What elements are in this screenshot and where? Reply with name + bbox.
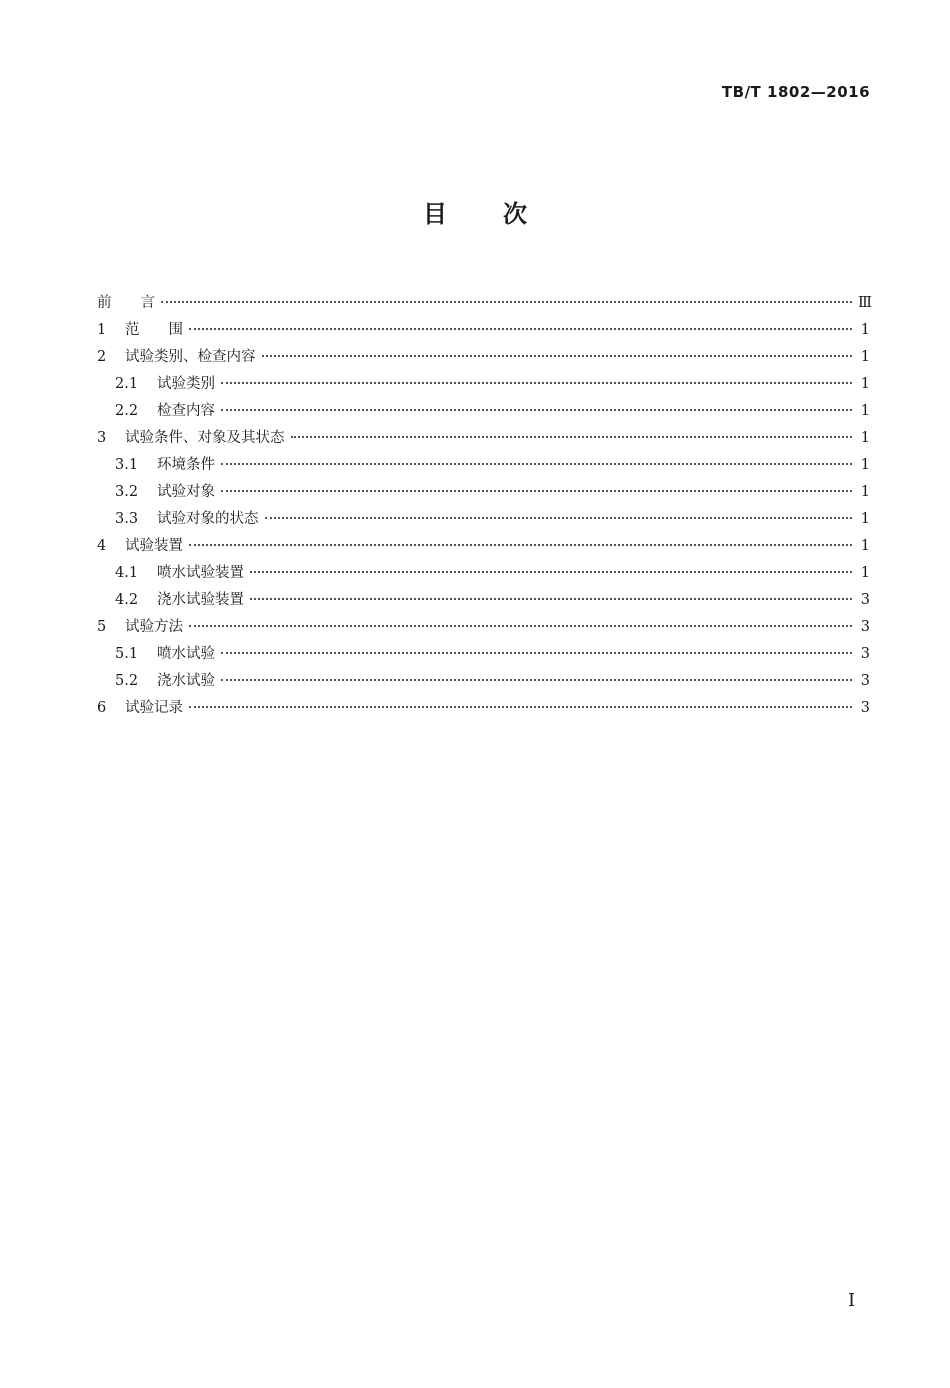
dot-leader <box>221 490 852 492</box>
dot-leader <box>189 706 852 708</box>
toc-entry-label: 试验方法 <box>125 619 183 635</box>
toc-entry-5[interactable] <box>97 614 870 641</box>
toc-entry-label: 范 围 <box>125 322 183 338</box>
toc-entry-label: 浇水试验装置 <box>157 592 244 608</box>
toc-entry-2-2[interactable] <box>97 398 870 425</box>
dot-leader <box>262 355 853 357</box>
toc-entry-number: 4.2 <box>115 592 139 608</box>
dot-leader <box>291 436 853 438</box>
page-title: 目次 <box>423 200 583 228</box>
toc-entry-number: 5.2 <box>115 673 139 689</box>
toc-entry-page: 3 <box>860 646 870 662</box>
dot-leader <box>189 328 852 330</box>
toc-entry-label: 试验类别、检查内容 <box>125 349 256 365</box>
toc-entry-4-2[interactable] <box>97 587 870 614</box>
dot-leader <box>189 625 852 627</box>
toc-entry-number: 3.1 <box>115 457 139 473</box>
toc-entry-page: 1 <box>860 484 870 500</box>
toc-entry-page: Ⅲ <box>858 295 872 311</box>
dot-leader <box>265 517 853 519</box>
toc-entry-label: 试验装置 <box>125 538 183 554</box>
toc-entry-page: 3 <box>860 619 870 635</box>
dot-leader <box>221 652 852 654</box>
toc-entry-4[interactable] <box>97 533 870 560</box>
toc-entry-label: 喷水试验 <box>157 646 215 662</box>
toc-entry-number: 3 <box>97 430 107 446</box>
toc-entry-page: 1 <box>860 538 870 554</box>
toc-entry-4-1[interactable] <box>97 560 870 587</box>
toc-entry-number: 5.1 <box>115 646 139 662</box>
toc-entry-page: 3 <box>860 700 870 716</box>
toc-entry-number: 6 <box>97 700 107 716</box>
toc-entry-label: 检查内容 <box>157 403 215 419</box>
standard-code: TB/T 1802—2016 <box>721 83 870 101</box>
toc-entry-page: 1 <box>860 403 870 419</box>
toc-entry-2-1[interactable] <box>97 371 870 398</box>
toc-entry-label: 试验对象的状态 <box>157 511 259 527</box>
dot-leader <box>250 598 852 600</box>
table-of-contents <box>97 290 870 722</box>
dot-leader <box>161 301 852 303</box>
toc-entry-3-3[interactable] <box>97 506 870 533</box>
toc-entry-1[interactable] <box>97 317 870 344</box>
dot-leader <box>250 571 852 573</box>
toc-entry-number: 4 <box>97 538 107 554</box>
toc-entry-number: 5 <box>97 619 107 635</box>
toc-entry-page: 3 <box>860 673 870 689</box>
toc-entry-page: 1 <box>860 349 870 365</box>
toc-entry-3[interactable] <box>97 425 870 452</box>
toc-entry-page: 3 <box>860 592 870 608</box>
toc-entry-3-1[interactable] <box>97 452 870 479</box>
dot-leader <box>221 463 852 465</box>
dot-leader <box>221 409 852 411</box>
dot-leader <box>189 544 852 546</box>
toc-entry-page: 1 <box>860 430 870 446</box>
toc-entry-number: 2 <box>97 349 107 365</box>
toc-entry-page: 1 <box>860 457 870 473</box>
toc-entry-page: 1 <box>860 376 870 392</box>
toc-entry-label: 试验对象 <box>157 484 215 500</box>
dot-leader <box>221 679 852 681</box>
toc-entry-number: 1 <box>97 322 107 338</box>
toc-entry-number: 3.2 <box>115 484 139 500</box>
toc-entry-foreword[interactable] <box>97 290 870 317</box>
toc-entry-label: 浇水试验 <box>157 673 215 689</box>
toc-entry-5-2[interactable] <box>97 668 870 695</box>
toc-entry-page: 1 <box>860 565 870 581</box>
toc-entry-3-2[interactable] <box>97 479 870 506</box>
dot-leader <box>221 382 852 384</box>
toc-entry-label: 喷水试验装置 <box>157 565 244 581</box>
page-number: I <box>848 1290 856 1311</box>
toc-entry-page: 1 <box>860 511 870 527</box>
toc-entry-number: 2.2 <box>115 403 139 419</box>
toc-entry-label: 试验条件、对象及其状态 <box>125 430 285 446</box>
toc-entry-label: 前 言 <box>97 295 155 311</box>
toc-entry-number: 2.1 <box>115 376 139 392</box>
toc-entry-number: 3.3 <box>115 511 139 527</box>
toc-entry-5-1[interactable] <box>97 641 870 668</box>
toc-entry-page: 1 <box>860 322 870 338</box>
toc-entry-label: 试验类别 <box>157 376 215 392</box>
toc-entry-label: 试验记录 <box>125 700 183 716</box>
toc-entry-6[interactable] <box>97 695 870 722</box>
toc-entry-number: 4.1 <box>115 565 139 581</box>
toc-entry-label: 环境条件 <box>157 457 215 473</box>
toc-entry-2[interactable] <box>97 344 870 371</box>
